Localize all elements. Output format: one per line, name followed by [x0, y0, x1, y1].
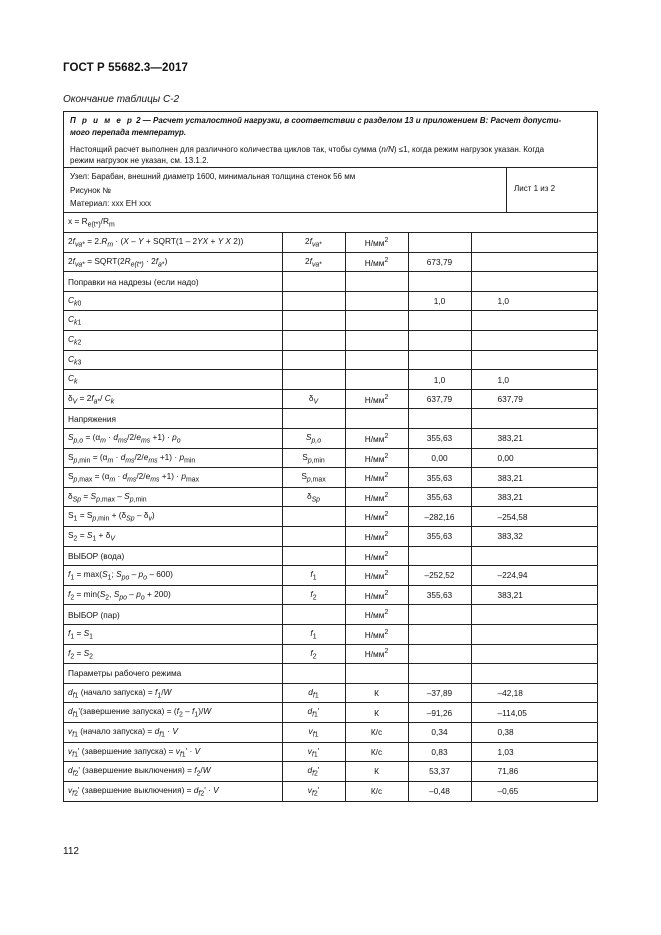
cell-d	[408, 331, 471, 351]
cell-b	[282, 331, 345, 351]
calculation-table	[64, 213, 597, 801]
table-row	[64, 546, 597, 566]
cell-b	[282, 507, 345, 527]
cell-e	[471, 644, 597, 664]
cell-e: 383,21	[471, 585, 597, 605]
table-row	[64, 781, 597, 801]
cell-a: $S_2 = S_1 + \delta_V$	[64, 527, 282, 547]
cell-e: –42,18	[471, 683, 597, 703]
cell-c: К/с	[345, 781, 408, 801]
cell-d: 355,63	[408, 429, 471, 449]
table-row	[64, 272, 597, 292]
cell-d: 637,79	[408, 389, 471, 409]
cell-d: –37,89	[408, 683, 471, 703]
cell-e	[471, 664, 597, 684]
cell-c: $Н/мм^2$	[345, 527, 408, 547]
table-row	[64, 389, 597, 409]
cell-c	[345, 331, 408, 351]
table-row	[64, 331, 597, 351]
cell-d	[408, 409, 471, 429]
cell-b: $\delta_{Sp}$	[282, 487, 345, 507]
cell-e	[471, 233, 597, 253]
cell-b: $f_1$	[282, 624, 345, 644]
cell-c: $Н/мм^2$	[345, 389, 408, 409]
cell-d: –91,26	[408, 703, 471, 723]
table-row	[64, 624, 597, 644]
cell-b: $d_{f1}'$	[282, 703, 345, 723]
cell-c	[345, 664, 408, 684]
cell-e	[471, 331, 597, 351]
cell-c: $Н/мм^2$	[345, 605, 408, 625]
cell-d: 1,0	[408, 370, 471, 390]
cell-a: $f_1 = \max(S_1$; $S_{po} - p_o - 600$)	[64, 566, 282, 586]
cell-a: $v_{f1}'$ (завершение запуска) = $v_{f1}' \cdot V$	[64, 742, 282, 762]
cell-a: $2f_{va*}$ = $SQRT(2R_{e(t*)} \cdot 2f_{a*})$	[64, 252, 282, 272]
cell-a: $v_{f1}$ (начало запуска) = $d_{f1} \cdot V$	[64, 722, 282, 742]
table-row	[64, 409, 597, 429]
cell-c: К	[345, 683, 408, 703]
cell-a: $x = R_{e(t*)}/R_m$	[64, 213, 597, 233]
cell-d: 355,63	[408, 468, 471, 488]
table-row	[64, 448, 597, 468]
cell-d	[408, 624, 471, 644]
table-row	[64, 566, 597, 586]
cell-a: $d_{f1}$ (начало запуска) = $f_1/W$	[64, 683, 282, 703]
cell-c	[345, 409, 408, 429]
cell-b	[282, 311, 345, 331]
cell-a: Напряжения	[64, 409, 282, 429]
cell-a: $S_{p,o} = (\alpha_m \cdot d_{ms}/2/e_{ms} +1) \cdot p_o$	[64, 429, 282, 449]
cell-e: 0,00	[471, 448, 597, 468]
cell-b	[282, 605, 345, 625]
example-text: Настоящий расчет выполнен для различного количества циклов так, чтобы сумма (n/N) ≤1, когда режим нагрузок указан. Когда режим нагрузок не указан, см. 13.1.2.	[70, 145, 545, 165]
cell-e: –0,65	[471, 781, 597, 801]
cell-d	[408, 350, 471, 370]
cell-a: $C_{k0}$	[64, 291, 282, 311]
cell-b	[282, 291, 345, 311]
table-row	[64, 468, 597, 488]
cell-b: $S_{p,max}$	[282, 468, 345, 488]
table-row	[64, 487, 597, 507]
table-row	[64, 703, 597, 723]
cell-e: 1,0	[471, 291, 597, 311]
cell-c	[345, 370, 408, 390]
cell-d: 0,83	[408, 742, 471, 762]
cell-e: 383,21	[471, 429, 597, 449]
cell-b: $d_{f1}$	[282, 683, 345, 703]
table-frame	[63, 111, 598, 802]
cell-c: $Н/мм^2$	[345, 566, 408, 586]
table-row	[64, 605, 597, 625]
table-caption: Окончание таблицы С-2	[63, 94, 180, 105]
cell-c	[345, 311, 408, 331]
cell-e	[471, 252, 597, 272]
cell-c	[345, 291, 408, 311]
cell-e	[471, 605, 597, 625]
cell-a: Поправки на надрезы (если надо)	[64, 272, 282, 292]
table-row	[64, 585, 597, 605]
cell-d: 355,63	[408, 527, 471, 547]
cell-a: $\delta_V = 2f_{a*}/$ $C_k$	[64, 389, 282, 409]
cell-d: –252,52	[408, 566, 471, 586]
table-row	[64, 370, 597, 390]
cell-a: $f_1 = S_1$	[64, 624, 282, 644]
cell-d	[408, 272, 471, 292]
cell-b: $f_2$	[282, 585, 345, 605]
table-row	[64, 683, 597, 703]
cell-d	[408, 311, 471, 331]
example-title: П р и м е р 2 — Расчет усталостной нагрузки, в соответствии с разделом 13 и приложением В: Расчет допусти- мого перепада температур.	[70, 116, 562, 137]
cell-a: $2f_{va*} = 2.R_m \cdot (X - Y$ + SQRT(1 – 2YX + Y X 2))	[64, 233, 282, 253]
cell-b	[282, 546, 345, 566]
cell-a: $\delta_{Sp} = S_{p,max} - S_{p,min}$	[64, 487, 282, 507]
cell-e: 637,79	[471, 389, 597, 409]
cell-a: $f_2 = \min(S_2$, $S_{po} - p_o + 200$)	[64, 585, 282, 605]
table-row	[64, 722, 597, 742]
cell-d: 355,63	[408, 585, 471, 605]
cell-d	[408, 546, 471, 566]
cell-c: $Н/мм^2$	[345, 429, 408, 449]
cell-d	[408, 644, 471, 664]
cell-e: 1,0	[471, 370, 597, 390]
cell-a: ВЫБОР (вода)	[64, 546, 282, 566]
cell-c	[345, 272, 408, 292]
cell-e: 383,21	[471, 487, 597, 507]
cell-c: $Н/мм^2$	[345, 468, 408, 488]
table-row	[64, 664, 597, 684]
table-row	[64, 252, 597, 272]
cell-d: 1,0	[408, 291, 471, 311]
table-row	[64, 233, 597, 253]
cell-d	[408, 233, 471, 253]
example-block	[64, 112, 597, 168]
table-row	[64, 311, 597, 331]
cell-c: $Н/мм^2$	[345, 487, 408, 507]
cell-d	[408, 605, 471, 625]
cell-c: $Н/мм^2$	[345, 644, 408, 664]
cell-a: $C_k$	[64, 370, 282, 390]
cell-a: $S_{p,max} = (\alpha_m \cdot d_{ms}/2/e_{ms} +1) \cdot p_{max}$	[64, 468, 282, 488]
cell-c: К	[345, 762, 408, 782]
cell-b	[282, 527, 345, 547]
cell-a: $v_{f2}'$ (завершение выключения) = $d_{f2}' \cdot V$	[64, 781, 282, 801]
cell-e	[471, 624, 597, 644]
cell-e: –254,58	[471, 507, 597, 527]
cell-b: $f_2$	[282, 644, 345, 664]
cell-b	[282, 664, 345, 684]
cell-e	[471, 546, 597, 566]
cell-c: $Н/мм^2$	[345, 448, 408, 468]
cell-d: 0,00	[408, 448, 471, 468]
node-description: Узел: Барабан, внешний диаметр 1600, минимальная толщина стенок 56 мм	[70, 172, 356, 181]
cell-b: $f_1$	[282, 566, 345, 586]
table-row	[64, 291, 597, 311]
cell-c: $Н/мм^2$	[345, 546, 408, 566]
document-header: ГОСТ Р 55682.3—2017	[63, 62, 188, 74]
cell-c: $Н/мм^2$	[345, 252, 408, 272]
cell-e	[471, 350, 597, 370]
cell-b: $S_{p,o}$	[282, 429, 345, 449]
cell-b: $v_{f2}'$	[282, 781, 345, 801]
cell-b: $\delta_V$	[282, 389, 345, 409]
cell-b	[282, 370, 345, 390]
cell-e: –224,94	[471, 566, 597, 586]
cell-d	[408, 664, 471, 684]
table-row	[64, 350, 597, 370]
figure-number: Рисунок №	[70, 186, 111, 195]
cell-e: 0,38	[471, 722, 597, 742]
cell-d: –282,16	[408, 507, 471, 527]
cell-e	[471, 409, 597, 429]
cell-d: 673,79	[408, 252, 471, 272]
cell-b: $S_{p,min}$	[282, 448, 345, 468]
material: Материал: ххх ЕН ххх	[70, 199, 152, 208]
cell-a: ВЫБОР (пар)	[64, 605, 282, 625]
cell-a: Параметры рабочего режима	[64, 664, 282, 684]
cell-a: $S_1 = S_{p,min} + (\delta_{Sp} - \delta_v)$	[64, 507, 282, 527]
component-info	[64, 168, 597, 213]
table-row	[64, 644, 597, 664]
cell-a: $C_{k1}$	[64, 311, 282, 331]
cell-b: $2f_{va*}$	[282, 233, 345, 253]
cell-a: $C_{k2}$	[64, 331, 282, 351]
cell-a: $f_2 = S_2$	[64, 644, 282, 664]
table-row	[64, 429, 597, 449]
cell-c: К	[345, 703, 408, 723]
cell-e	[471, 272, 597, 292]
table-row	[64, 527, 597, 547]
table-row	[64, 742, 597, 762]
cell-c: К/с	[345, 722, 408, 742]
table-row	[64, 213, 597, 233]
cell-e: 383,21	[471, 468, 597, 488]
cell-c	[345, 350, 408, 370]
cell-e: –114,05	[471, 703, 597, 723]
table-row	[64, 507, 597, 527]
cell-d: 355,63	[408, 487, 471, 507]
cell-a: $d_{f1}'(завершение$ запуска) = $(f_2 - f_1)/W$	[64, 703, 282, 723]
cell-b: $d_{f2}'$	[282, 762, 345, 782]
cell-e	[471, 311, 597, 331]
cell-e: 383,32	[471, 527, 597, 547]
cell-c: $Н/мм^2$	[345, 585, 408, 605]
table-row	[64, 762, 597, 782]
cell-a: $d_{f2}'$ (завершение выключения) = $f_2/W$	[64, 762, 282, 782]
cell-c: К/с	[345, 742, 408, 762]
cell-a: $C_{k3}$	[64, 350, 282, 370]
cell-b: $v_{f1}'$	[282, 742, 345, 762]
cell-a: $S_{p,min} = (\alpha_m \cdot d_{ms}/2/e_{ms} +1) \cdot p_{min}$	[64, 448, 282, 468]
cell-d: 53,37	[408, 762, 471, 782]
cell-d: –0,48	[408, 781, 471, 801]
cell-c: $Н/мм^2$	[345, 233, 408, 253]
cell-e: 71,86	[471, 762, 597, 782]
cell-d: 0,34	[408, 722, 471, 742]
cell-b	[282, 409, 345, 429]
cell-b	[282, 350, 345, 370]
cell-c: $Н/мм^2$	[345, 624, 408, 644]
cell-b	[282, 272, 345, 292]
cell-c: $Н/мм^2$	[345, 507, 408, 527]
page-number: 112	[63, 846, 79, 857]
sheet-number: Лист 1 из 2	[514, 184, 556, 193]
cell-b: $v_{f1}$	[282, 722, 345, 742]
cell-e: 1,03	[471, 742, 597, 762]
cell-b: $2f_{va*}$	[282, 252, 345, 272]
